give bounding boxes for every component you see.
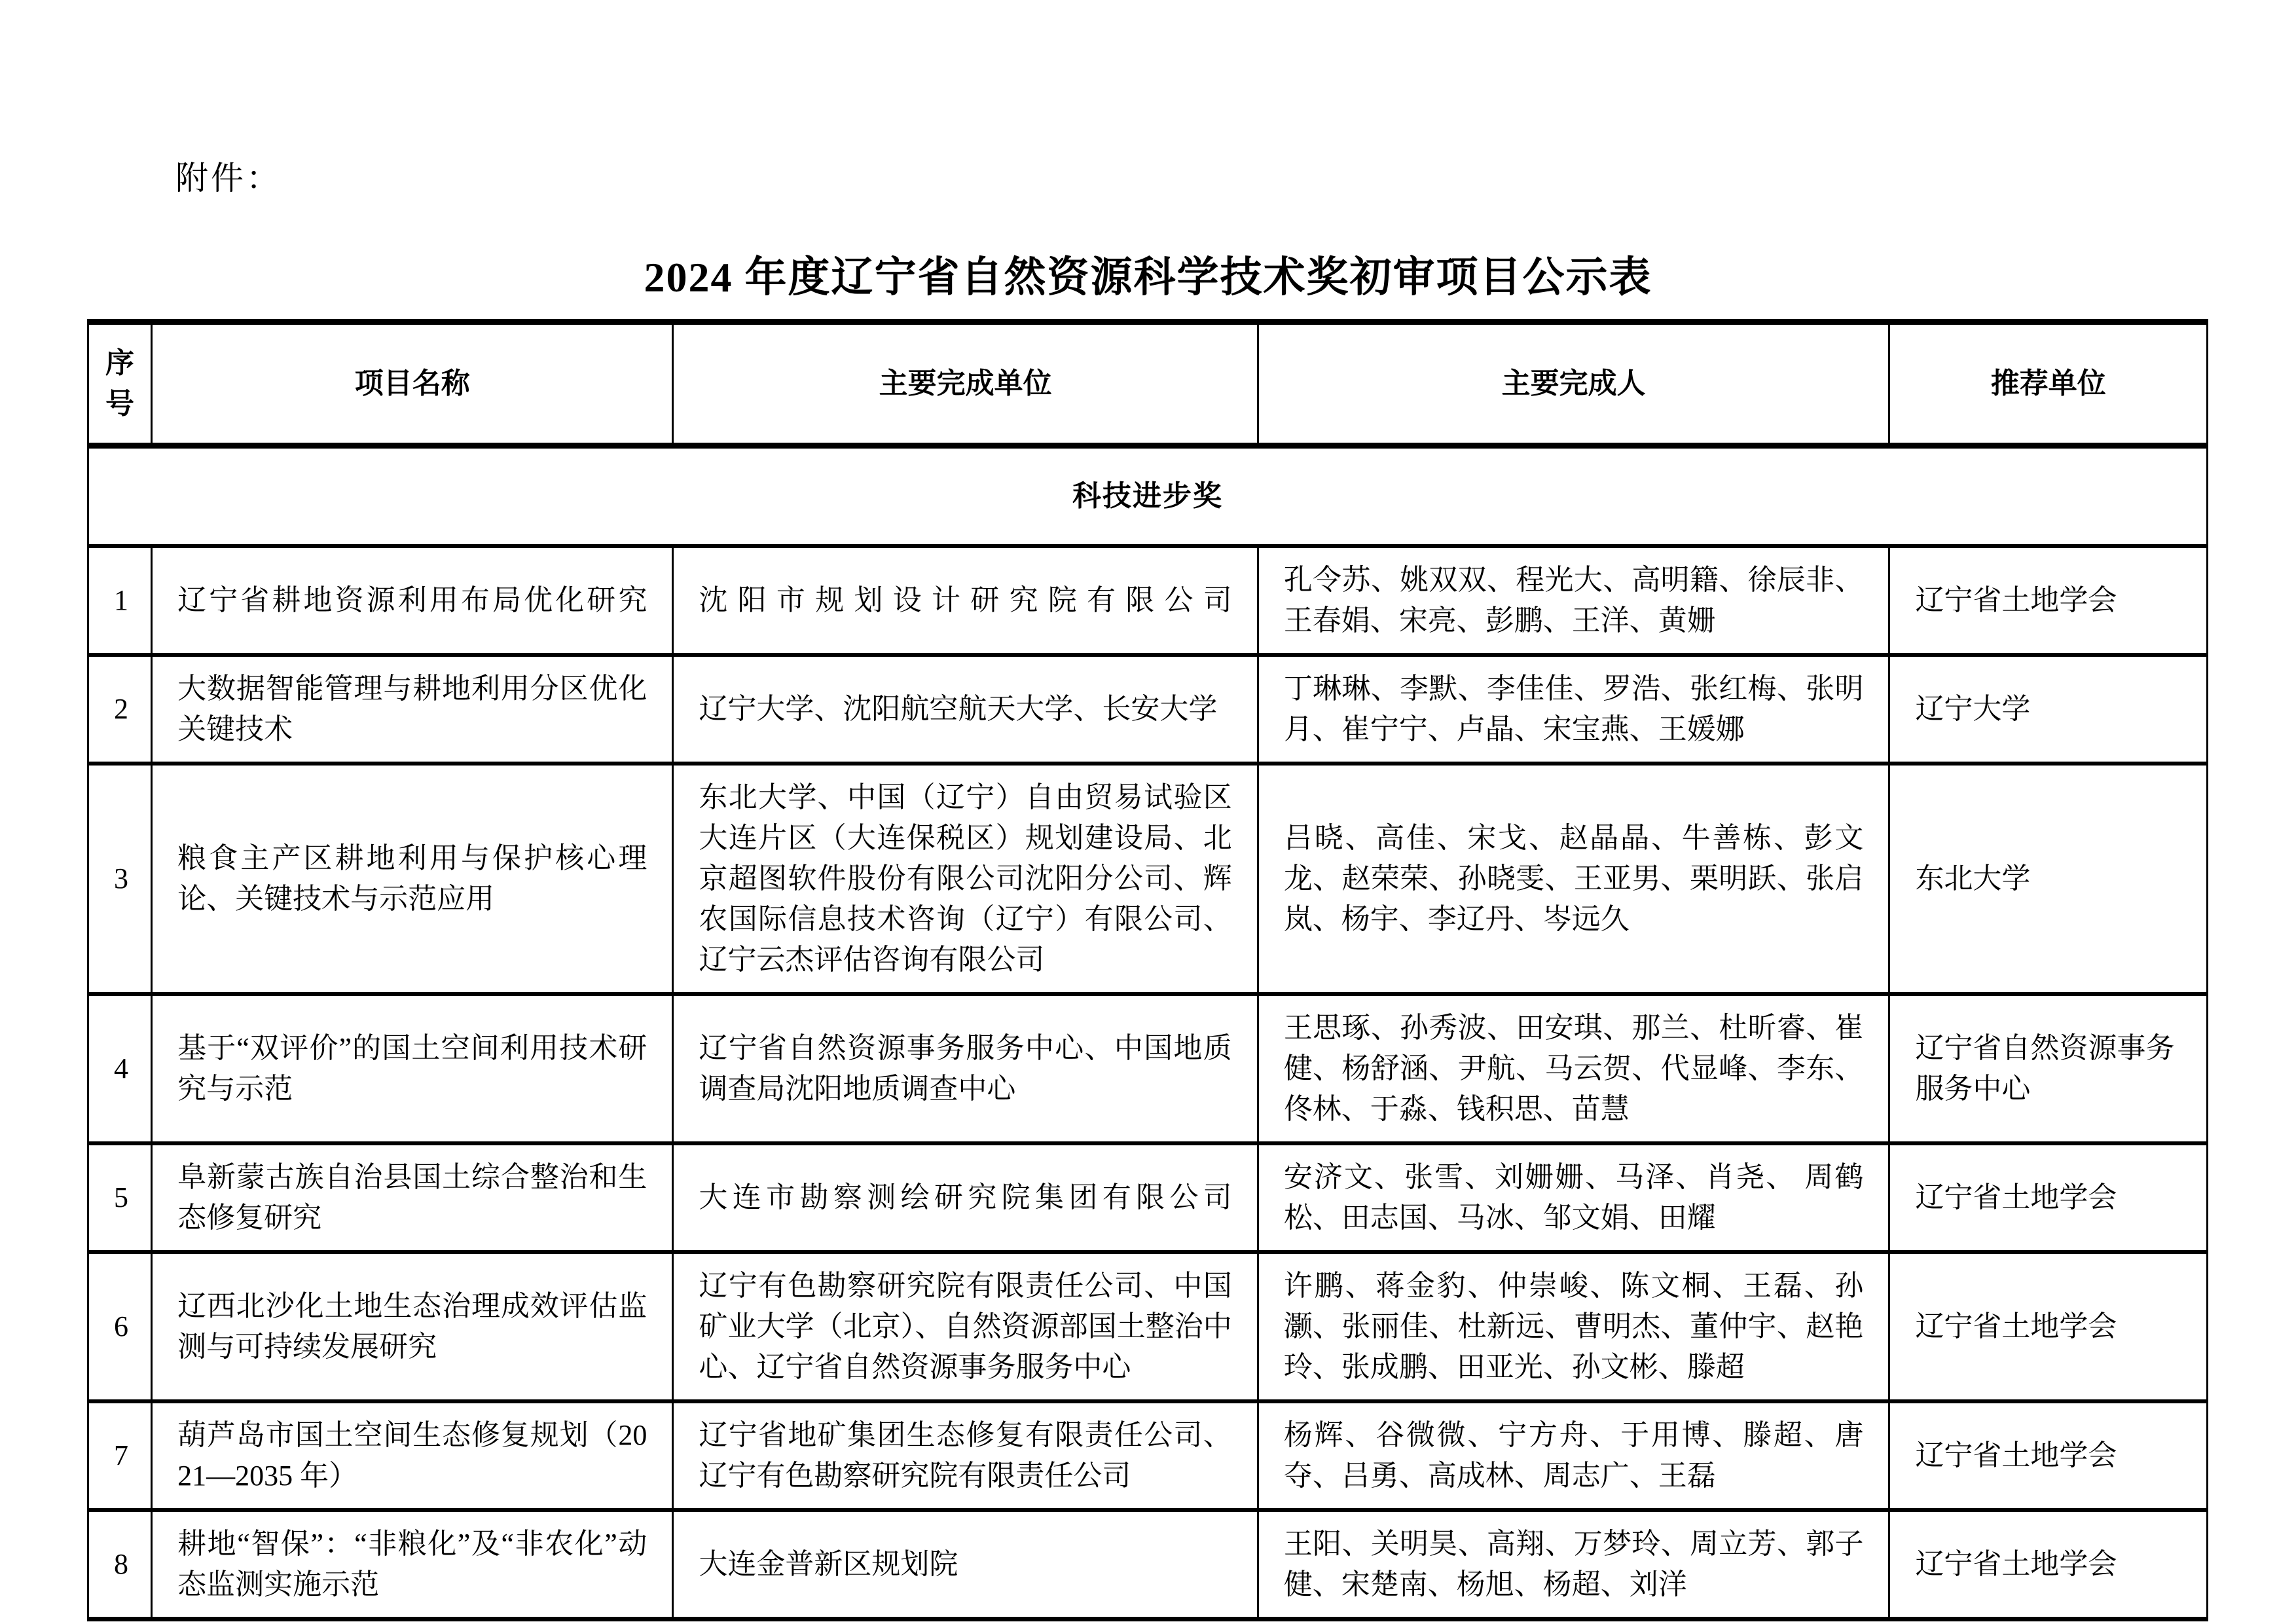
table-row <box>88 1143 2208 1252</box>
cell-people: 杨辉、谷微微、宁方舟、于用博、滕超、唐夺、吕勇、高成林、周志广、王磊 <box>1258 1401 1889 1510</box>
cell-units: 东北大学、中国（辽宁）自由贸易试验区大连片区（大连保税区）规划建设局、北京超图软件股份有限公司沈阳分公司、辉农国际信息技术咨询（辽宁）有限公司、辽宁云杰评估咨询有限公司 <box>673 764 1258 994</box>
cell-units: 辽宁省地矿集团生态修复有限责任公司、辽宁有色勘察研究院有限责任公司 <box>673 1401 1258 1510</box>
cell-units: 辽宁大学、沈阳航空航天大学、长安大学 <box>673 655 1258 764</box>
table-row <box>88 655 2208 764</box>
page-title: 2024 年度辽宁省自然资源科学技术奖初审项目公示表 <box>644 254 1652 301</box>
cell-no: 7 <box>88 1401 152 1510</box>
table-row <box>88 1510 2208 1619</box>
cell-project-name: 粮食主产区耕地利用与保护核心理论、关键技术与示范应用 <box>152 764 673 994</box>
cell-people: 孔令苏、姚双双、程光大、高明籍、徐辰非、王春娟、宋亮、彭鹏、王洋、黄姗 <box>1258 546 1889 655</box>
cell-no: 6 <box>88 1252 152 1401</box>
cell-recommender: 辽宁省土地学会 <box>1889 1143 2208 1252</box>
cell-units: 辽宁有色勘察研究院有限责任公司、中国矿业大学（北京）、自然资源部国土整治中心、辽宁省自然资源事务服务中心 <box>673 1252 1258 1401</box>
col-header-no: 序号 <box>88 322 152 446</box>
cell-no: 3 <box>88 764 152 994</box>
col-header-recommender: 推荐单位 <box>1889 322 2208 446</box>
section-header: 科技进步奖 <box>88 446 2208 547</box>
cell-project-name: 辽西北沙化土地生态治理成效评估监测与可持续发展研究 <box>152 1252 673 1401</box>
cell-recommender: 辽宁省土地学会 <box>1889 546 2208 655</box>
cell-units: 大连市勘察测绘研究院集团有限公司 <box>673 1143 1258 1252</box>
cell-no: 4 <box>88 994 152 1143</box>
cell-project-name: 大数据智能管理与耕地利用分区优化关键技术 <box>152 655 673 764</box>
table-row <box>88 1401 2208 1510</box>
cell-no: 8 <box>88 1510 152 1619</box>
cell-project-name: 葫芦岛市国土空间生态修复规划（2021—2035 年） <box>152 1401 673 1510</box>
cell-recommender: 辽宁省土地学会 <box>1889 1401 2208 1510</box>
cell-units: 辽宁省自然资源事务服务中心、中国地质调查局沈阳地质调查中心 <box>673 994 1258 1143</box>
table-row <box>88 764 2208 994</box>
cell-no: 1 <box>88 546 152 655</box>
cell-units: 大连金普新区规划院 <box>673 1510 1258 1619</box>
cell-project-name: 辽宁省耕地资源利用布局优化研究 <box>152 546 673 655</box>
cell-people: 王阳、关明昊、高翔、万梦玲、周立芳、郭子健、宋楚南、杨旭、杨超、刘洋 <box>1258 1510 1889 1619</box>
cell-recommender: 东北大学 <box>1889 764 2208 994</box>
col-header-people: 主要完成人 <box>1258 322 1889 446</box>
col-header-project: 项目名称 <box>152 322 673 446</box>
cell-no: 5 <box>88 1143 152 1252</box>
cell-project-name: 耕地“智保”：“非粮化”及“非农化”动态监测实施示范 <box>152 1510 673 1619</box>
cell-people: 许鹏、蒋金豹、仲崇峻、陈文桐、王磊、孙灏、张丽佳、杜新远、曹明杰、董仲宇、赵艳玲、张成鹏、田亚光、孙文彬、滕超 <box>1258 1252 1889 1401</box>
table-row <box>88 994 2208 1143</box>
cell-recommender: 辽宁省土地学会 <box>1889 1510 2208 1619</box>
cell-people: 丁琳琳、李默、李佳佳、罗浩、张红梅、张明月、崔宁宁、卢晶、宋宝燕、王媛娜 <box>1258 655 1889 764</box>
projects-table <box>87 319 2208 1621</box>
col-header-units: 主要完成单位 <box>673 322 1258 446</box>
cell-recommender: 辽宁省自然资源事务服务中心 <box>1889 994 2208 1143</box>
cell-project-name: 阜新蒙古族自治县国土综合整治和生态修复研究 <box>152 1143 673 1252</box>
cell-people: 王思琢、孙秀波、田安琪、那兰、杜昕睿、崔健、杨舒涵、尹航、马云贺、代显峰、李东、佟林、于淼、钱积思、苗慧 <box>1258 994 1889 1143</box>
cell-recommender: 辽宁大学 <box>1889 655 2208 764</box>
header-row <box>88 322 2208 446</box>
cell-no: 2 <box>88 655 152 764</box>
cell-people: 安济文、张雪、刘姗姗、马泽、肖尧、 周鹤松、田志国、马冰、邹文娟、田耀 <box>1258 1143 1889 1252</box>
section-row <box>88 446 2208 547</box>
table-row <box>88 546 2208 655</box>
attachment-label: 附件： <box>175 160 282 196</box>
cell-project-name: 基于“双评价”的国土空间利用技术研究与示范 <box>152 994 673 1143</box>
cell-units: 沈阳市规划设计研究院有限公司 <box>673 546 1258 655</box>
cell-recommender: 辽宁省土地学会 <box>1889 1252 2208 1401</box>
table-row <box>88 1252 2208 1401</box>
cell-people: 吕晓、高佳、宋戈、赵晶晶、牛善栋、彭文龙、赵荣荣、孙晓雯、王亚男、栗明跃、张启岚、杨宇、李辽丹、岑远久 <box>1258 764 1889 994</box>
